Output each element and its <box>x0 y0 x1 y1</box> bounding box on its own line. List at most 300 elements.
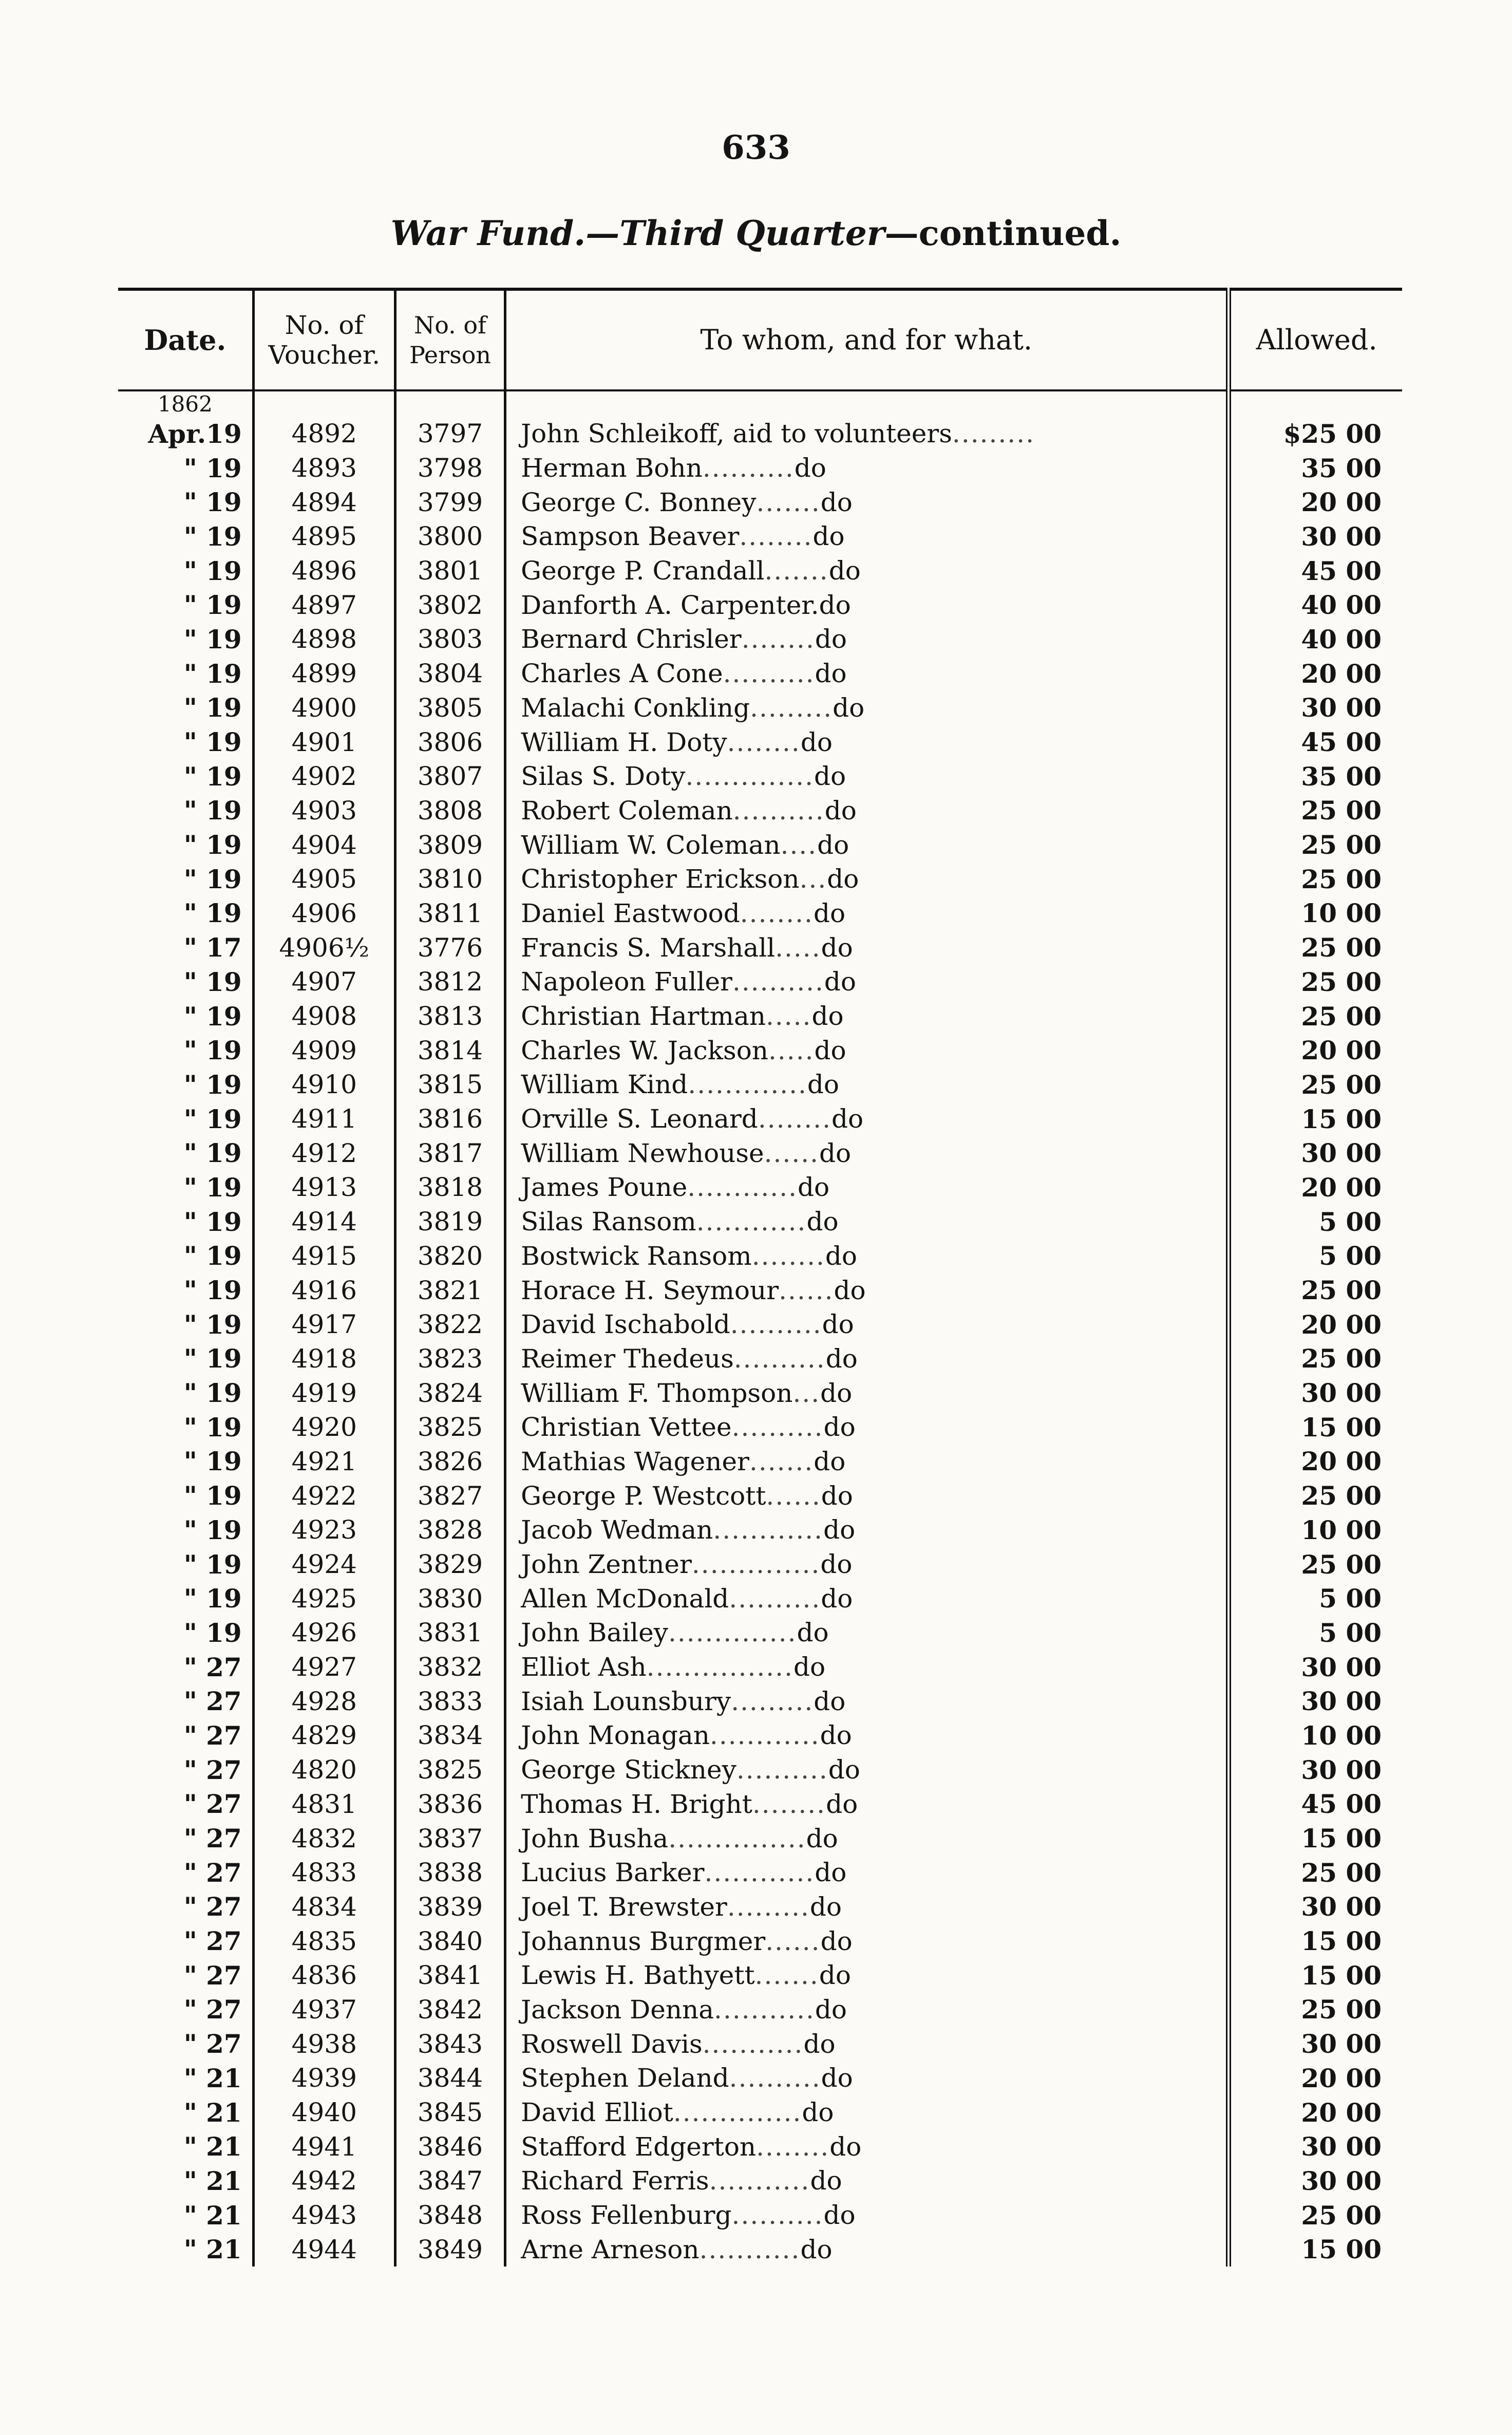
row-description <box>505 554 1229 588</box>
row-allowed-amount: 5 00 <box>1228 1616 1402 1650</box>
row-dot-leader: ............ <box>704 1858 815 1888</box>
row-person-number: 3817 <box>395 1136 505 1170</box>
row-person-number: 3813 <box>395 999 505 1034</box>
row-date: " 19 <box>183 1514 242 1545</box>
table-row <box>118 2061 1402 2095</box>
row-voucher-number: 4939 <box>253 2061 395 2095</box>
row-date: " 21 <box>183 2097 242 2128</box>
row-person-number: 3803 <box>395 622 505 657</box>
row-description <box>505 519 1229 554</box>
row-allowed-amount: 25 00 <box>1228 828 1402 862</box>
row-purpose: do <box>806 1207 839 1237</box>
row-description <box>505 2164 1229 2198</box>
row-voucher-number: 4902 <box>253 759 395 794</box>
row-description <box>505 588 1229 622</box>
row-person-number: 3834 <box>395 1718 505 1753</box>
row-voucher-number: 4909 <box>253 1033 395 1067</box>
row-dot-leader: ........... <box>714 1994 815 2025</box>
row-voucher-number: 4922 <box>253 1478 395 1513</box>
row-name: Roswell Davis <box>521 2029 703 2059</box>
row-purpose: do <box>812 521 845 552</box>
row-name: William H. Doty <box>521 727 727 757</box>
row-voucher-number: 4836 <box>253 1958 395 1993</box>
row-voucher-number: 4937 <box>253 1993 395 2027</box>
ledger-table <box>118 288 1402 2267</box>
row-allowed-amount: 25 00 <box>1228 1856 1402 1890</box>
header-person-line2: Person <box>409 341 492 369</box>
row-date: " 19 <box>183 795 242 826</box>
row-dot-leader: ......... <box>952 419 1035 449</box>
row-voucher-number: 4942 <box>253 2164 395 2198</box>
row-allowed-amount: 30 00 <box>1228 1890 1402 1924</box>
row-purpose: do <box>803 2029 836 2059</box>
row-voucher-number: 4835 <box>253 1924 395 1958</box>
row-date: " 19 <box>183 1549 242 1580</box>
row-dot-leader: ........... <box>699 2234 801 2264</box>
row-voucher-number: 4905 <box>253 862 395 896</box>
row-dot-leader: ....... <box>749 1446 814 1476</box>
table-row <box>118 691 1402 725</box>
row-dot-leader: ..... <box>768 1035 815 1065</box>
row-date: " 19 <box>183 1412 242 1443</box>
table-row <box>118 896 1402 931</box>
row-date: " 21 <box>183 2131 242 2162</box>
row-description <box>505 1239 1229 1273</box>
row-name: Charles A Cone <box>521 659 723 689</box>
row-description <box>505 1993 1229 2027</box>
row-description <box>505 1342 1229 1376</box>
row-dot-leader: ... <box>792 1378 821 1408</box>
row-allowed-amount: 25 00 <box>1228 794 1402 828</box>
row-name: Lucius Barker <box>521 1858 705 1888</box>
row-date: " 19 <box>183 624 242 654</box>
row-description <box>505 622 1229 657</box>
year-what-cell <box>505 390 1229 417</box>
row-dot-leader: .............. <box>691 1549 821 1580</box>
row-description <box>505 1102 1229 1136</box>
table-row <box>118 519 1402 554</box>
row-allowed-amount: 45 00 <box>1228 1787 1402 1822</box>
row-purpose: do <box>821 1481 853 1511</box>
row-date: " 27 <box>183 1994 242 2025</box>
row-dot-leader: ... <box>799 864 827 894</box>
row-purpose: do <box>823 2200 856 2231</box>
table-row <box>118 1890 1402 1924</box>
table-row <box>118 1958 1402 1993</box>
row-person-number: 3776 <box>395 930 505 965</box>
row-voucher-number: 4895 <box>253 519 395 554</box>
row-description <box>505 1616 1229 1650</box>
row-purpose: do <box>802 2097 834 2128</box>
row-name: George Stickney <box>521 1755 736 1785</box>
header-voucher-line1: No. of <box>285 310 364 340</box>
row-date: " 19 <box>183 898 242 929</box>
row-voucher-number: 4908 <box>253 999 395 1034</box>
row-voucher-number: 4924 <box>253 1547 395 1582</box>
table-row <box>118 1273 1402 1307</box>
row-name: John Zentner <box>521 1549 692 1580</box>
table-row <box>118 930 1402 965</box>
row-date: " 19 <box>183 966 242 997</box>
page-number: 633 <box>722 128 790 167</box>
row-dot-leader: ........ <box>740 898 814 928</box>
row-dot-leader: .......... <box>730 1309 822 1340</box>
row-dot-leader: ............ <box>687 1172 798 1203</box>
row-date: " 19 <box>183 864 242 894</box>
table-row <box>118 2232 1402 2267</box>
row-person-number: 3801 <box>395 554 505 588</box>
row-purpose: do <box>809 1891 842 1922</box>
row-person-number: 3828 <box>395 1513 505 1547</box>
page-heading <box>0 213 1512 253</box>
row-dot-leader: .......... <box>702 453 795 483</box>
row-allowed-amount: 20 00 <box>1228 485 1402 519</box>
row-person-number: 3826 <box>395 1445 505 1479</box>
row-purpose: do <box>826 1789 858 1819</box>
row-date: " 19 <box>183 1446 242 1477</box>
row-person-number: 3810 <box>395 862 505 896</box>
row-voucher-number: 4892 <box>253 417 395 451</box>
row-allowed-amount: 30 00 <box>1228 1650 1402 1684</box>
row-purpose: do <box>819 590 851 620</box>
row-description <box>505 1753 1229 1787</box>
row-allowed-amount: 20 00 <box>1228 1033 1402 1067</box>
row-purpose: do <box>814 1446 846 1476</box>
row-name: Ross Fellenburg <box>521 2200 732 2231</box>
table-row <box>118 417 1402 451</box>
row-person-number: 3825 <box>395 1753 505 1787</box>
row-date: " 19 <box>183 830 242 860</box>
year-allowed-cell <box>1228 390 1402 417</box>
row-allowed-amount: 25 00 <box>1228 1547 1402 1582</box>
table-row <box>118 1067 1402 1102</box>
row-allowed-amount: 25 00 <box>1228 2198 1402 2233</box>
row-description <box>505 759 1229 794</box>
table-row <box>118 759 1402 794</box>
row-voucher-number: 4904 <box>253 828 395 862</box>
row-purpose: do <box>794 453 826 483</box>
table-row <box>118 2095 1402 2130</box>
row-date: " 27 <box>183 2029 242 2059</box>
row-description <box>505 657 1229 691</box>
table-row <box>118 1616 1402 1650</box>
row-date: " 19 <box>183 727 242 758</box>
row-dot-leader: ......... <box>750 692 833 723</box>
row-person-number: 3809 <box>395 828 505 862</box>
row-allowed-amount: 20 00 <box>1228 1445 1402 1479</box>
row-person-number: 3837 <box>395 1821 505 1856</box>
row-dot-leader: ........ <box>758 1104 831 1134</box>
row-name: David Elliot <box>521 2097 673 2128</box>
row-person-number: 3804 <box>395 657 505 691</box>
row-description <box>505 999 1229 1034</box>
row-voucher-number: 4910 <box>253 1067 395 1102</box>
row-allowed-amount: 15 00 <box>1228 1102 1402 1136</box>
row-purpose: do <box>821 1583 853 1614</box>
row-date: " 19 <box>183 487 242 518</box>
row-voucher-number: 4903 <box>253 794 395 828</box>
row-person-number: 3797 <box>395 417 505 451</box>
table-row <box>118 725 1402 759</box>
table-row <box>118 1033 1402 1067</box>
row-dot-leader: ...... <box>765 1926 821 1956</box>
ledger-body <box>118 390 1402 2267</box>
row-dot-leader: ..... <box>775 932 821 963</box>
row-dot-leader: ............ <box>709 1720 820 1751</box>
row-dot-leader: .............. <box>673 2097 802 2128</box>
table-row <box>118 657 1402 691</box>
row-name: Jackson Denna <box>521 1994 714 2025</box>
row-date: " 19 <box>183 1378 242 1409</box>
table-row <box>118 2164 1402 2198</box>
row-person-number: 3842 <box>395 1993 505 2027</box>
table-row <box>118 1342 1402 1376</box>
row-person-number: 3843 <box>395 2027 505 2061</box>
row-description <box>505 1787 1229 1822</box>
row-purpose: do <box>815 624 847 654</box>
row-purpose: do <box>828 556 861 586</box>
row-person-number: 3839 <box>395 1890 505 1924</box>
row-voucher-number: 4906 <box>253 896 395 931</box>
table-row <box>118 862 1402 896</box>
table-row <box>118 1205 1402 1239</box>
table-row <box>118 1136 1402 1170</box>
row-description <box>505 1650 1229 1684</box>
row-person-number: 3827 <box>395 1478 505 1513</box>
row-purpose: do <box>814 1686 846 1716</box>
row-description <box>505 1856 1229 1890</box>
row-name: John Bailey <box>521 1618 668 1648</box>
row-allowed-amount: 15 00 <box>1228 1924 1402 1958</box>
table-row <box>118 1239 1402 1273</box>
row-dot-leader: .... <box>780 830 818 860</box>
row-dot-leader: ....... <box>756 487 821 517</box>
row-date: " 21 <box>183 2200 242 2231</box>
header-voucher-line2: Voucher. <box>268 340 381 370</box>
row-person-number: 3822 <box>395 1307 505 1342</box>
row-purpose: do <box>820 1926 853 1956</box>
row-name: Robert Coleman <box>521 795 733 826</box>
header-voucher <box>253 289 395 390</box>
row-allowed-amount: 20 00 <box>1228 1307 1402 1342</box>
row-purpose: do <box>821 932 853 963</box>
row-date: " 19 <box>183 1275 242 1306</box>
row-person-number: 3805 <box>395 691 505 725</box>
row-voucher-number: 4829 <box>253 1718 395 1753</box>
row-purpose: do <box>821 2063 853 2093</box>
row-date: " 21 <box>183 2234 242 2265</box>
row-voucher-number: 4894 <box>253 485 395 519</box>
row-purpose: do <box>815 1858 847 1888</box>
year-voucher-cell <box>253 390 395 417</box>
row-name: Mathias Wagener <box>521 1446 749 1476</box>
row-name: Bostwick Ransom <box>521 1241 752 1271</box>
row-voucher-number: 4926 <box>253 1616 395 1650</box>
row-person-number: 3816 <box>395 1102 505 1136</box>
row-purpose: do <box>827 864 859 894</box>
row-name: Allen McDonald <box>521 1583 729 1614</box>
row-voucher-number: 4901 <box>253 725 395 759</box>
row-purpose: do <box>811 1001 844 1032</box>
row-dot-leader: ........ <box>739 521 813 552</box>
row-name: William Newhouse <box>521 1138 764 1168</box>
header-person <box>395 289 505 390</box>
row-name: Joel T. Brewster <box>521 1891 727 1922</box>
row-date: " 19 <box>183 521 242 552</box>
row-purpose: do <box>819 1960 851 1991</box>
row-dot-leader: ......... <box>727 1891 810 1922</box>
row-name: Lewis H. Bathyett <box>521 1960 755 1991</box>
row-name: Orville S. Leonard <box>521 1104 758 1134</box>
row-purpose: do <box>815 1994 847 2025</box>
table-row <box>118 1376 1402 1410</box>
row-voucher-number: 4919 <box>253 1376 395 1410</box>
table-row <box>118 1170 1402 1205</box>
row-dot-leader: ........ <box>756 2131 830 2162</box>
table-row <box>118 1445 1402 1479</box>
row-date: " 27 <box>183 1823 242 1854</box>
row-name: James Poune <box>521 1172 688 1203</box>
row-person-number: 3847 <box>395 2164 505 2198</box>
row-person-number: 3808 <box>395 794 505 828</box>
row-dot-leader: ....... <box>754 1960 819 1991</box>
row-allowed-amount: 15 00 <box>1228 1410 1402 1445</box>
row-date: " 27 <box>183 1891 242 1922</box>
row-person-number: 3845 <box>395 2095 505 2130</box>
row-allowed-amount: 10 00 <box>1228 1718 1402 1753</box>
row-date: " 19 <box>183 658 242 689</box>
row-dot-leader: .......... <box>733 1343 826 1374</box>
row-date: Apr.19 <box>148 418 242 449</box>
row-voucher-number: 4928 <box>253 1684 395 1718</box>
row-description <box>505 2198 1229 2233</box>
row-voucher-number: 4911 <box>253 1102 395 1136</box>
row-description <box>505 2061 1229 2095</box>
row-name: Reimer Thedeus <box>521 1343 734 1374</box>
row-dot-leader: .......... <box>723 659 815 689</box>
row-person-number: 3820 <box>395 1239 505 1273</box>
row-description <box>505 1205 1229 1239</box>
row-person-number: 3838 <box>395 1856 505 1890</box>
row-voucher-number: 4833 <box>253 1856 395 1890</box>
row-voucher-number: 4912 <box>253 1136 395 1170</box>
row-person-number: 3849 <box>395 2232 505 2267</box>
row-allowed-amount: 25 00 <box>1228 965 1402 999</box>
row-date: " 19 <box>183 1241 242 1271</box>
row-voucher-number: 4913 <box>253 1170 395 1205</box>
row-dot-leader: ...... <box>766 1481 821 1511</box>
row-allowed-amount: 30 00 <box>1228 1753 1402 1787</box>
row-voucher-number: 4900 <box>253 691 395 725</box>
table-row <box>118 965 1402 999</box>
row-name: John Schleikoff, aid to volunteers <box>521 419 952 449</box>
row-person-number: 3814 <box>395 1033 505 1067</box>
row-name: Daniel Eastwood <box>521 898 740 928</box>
row-person-number: 3821 <box>395 1273 505 1307</box>
row-voucher-number: 4899 <box>253 657 395 691</box>
row-dot-leader: .......... <box>731 1412 824 1443</box>
row-person-number: 3806 <box>395 725 505 759</box>
row-name: Elliot Ash <box>521 1652 647 1682</box>
row-voucher-number: 4893 <box>253 451 395 485</box>
row-allowed-amount: 25 00 <box>1228 1067 1402 1102</box>
row-allowed-amount: 40 00 <box>1228 588 1402 622</box>
row-person-number: 3848 <box>395 2198 505 2233</box>
table-row <box>118 2198 1402 2233</box>
row-allowed-amount: 20 00 <box>1228 2061 1402 2095</box>
row-name: John Busha <box>521 1823 669 1853</box>
row-date: " 27 <box>183 1754 242 1785</box>
row-allowed-amount: 30 00 <box>1228 1376 1402 1410</box>
row-purpose: do <box>820 1549 853 1580</box>
table-row <box>118 1650 1402 1684</box>
row-voucher-number: 4832 <box>253 1821 395 1856</box>
row-date: " 27 <box>183 1926 242 1957</box>
row-allowed-amount: 25 00 <box>1228 1342 1402 1376</box>
row-name: Silas S. Doty <box>521 761 686 792</box>
row-purpose: do <box>806 1823 838 1853</box>
row-dot-leader: ...... <box>779 1275 834 1305</box>
row-voucher-number: 4918 <box>253 1342 395 1376</box>
row-person-number: 3800 <box>395 519 505 554</box>
row-description <box>505 1478 1229 1513</box>
row-date: " 19 <box>183 1343 242 1374</box>
row-purpose: do <box>829 2131 862 2162</box>
row-name: Malachi Conkling <box>521 692 750 723</box>
table-row <box>118 1410 1402 1445</box>
row-voucher-number: 4921 <box>253 1445 395 1479</box>
row-description <box>505 451 1229 485</box>
row-dot-leader: ........ <box>752 1789 826 1819</box>
table-row <box>118 1684 1402 1718</box>
row-person-number: 3840 <box>395 1924 505 1958</box>
row-purpose: do <box>819 1138 852 1168</box>
row-date: " 19 <box>183 1309 242 1340</box>
row-description <box>505 1581 1229 1616</box>
row-allowed-amount: 25 00 <box>1228 930 1402 965</box>
row-purpose: do <box>813 898 846 928</box>
row-description <box>505 417 1229 451</box>
row-date: " 19 <box>183 555 242 586</box>
row-purpose: do <box>820 487 853 517</box>
row-person-number: 3815 <box>395 1067 505 1102</box>
row-purpose: do <box>820 1720 852 1751</box>
row-name: Jacob Wedman <box>521 1515 713 1545</box>
ledger-table-wrap <box>118 288 1402 2301</box>
row-name: Charles W. Jackson <box>521 1035 769 1065</box>
row-person-number: 3841 <box>395 1958 505 1993</box>
row-dot-leader: ........ <box>741 624 815 654</box>
row-purpose: do <box>822 1309 854 1340</box>
table-row <box>118 1581 1402 1616</box>
header-row <box>118 289 1402 390</box>
row-purpose: do <box>823 1412 856 1443</box>
row-date: " 27 <box>183 1960 242 1991</box>
row-person-number: 3829 <box>395 1547 505 1582</box>
row-voucher-number: 4831 <box>253 1787 395 1822</box>
row-voucher-number: 4907 <box>253 965 395 999</box>
header-person-line1: No. of <box>413 311 487 339</box>
row-allowed-amount: 30 00 <box>1228 519 1402 554</box>
row-purpose: do <box>834 1275 866 1305</box>
row-purpose: do <box>810 2166 842 2196</box>
row-description <box>505 1307 1229 1342</box>
row-person-number: 3802 <box>395 588 505 622</box>
row-person-number: 3833 <box>395 1684 505 1718</box>
row-description <box>505 1136 1229 1170</box>
row-description <box>505 1513 1229 1547</box>
row-description <box>505 1170 1229 1205</box>
